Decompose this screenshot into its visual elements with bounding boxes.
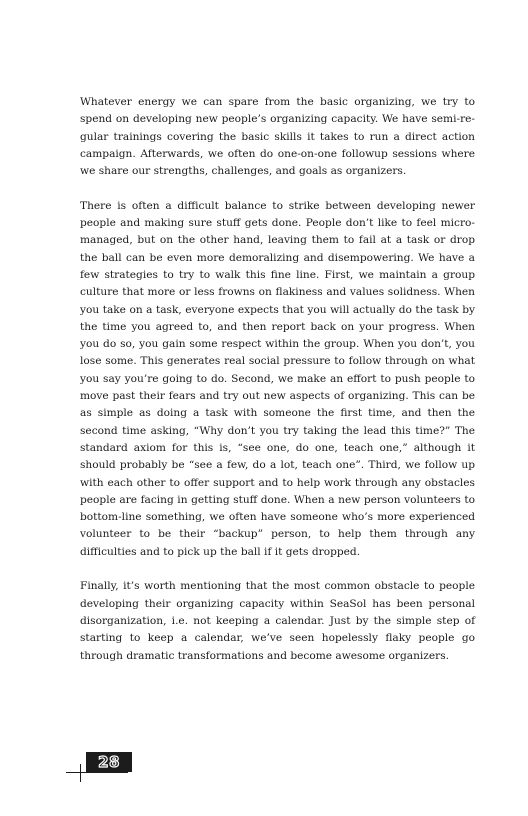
paragraph-balance-strategies: There is often a difficult balance to strike between developing newer people and making sure stuff gets done. People don’t like to feel micromanaged, but on the other hand, leaving them to fail at a task or drop the ball can be even more demoralizing and disempowering. We have a few strategies to try to walk this fine line. First, we maintain a group culture that more or less frowns on flakiness and values solidness. When you take on a task, everyone expects that you will actually do the task by the time you agreed to, and then report back on your progress. When you do so, you gain some respect within the group. When you don’t, you lose some. This generates real social pressure to follow through on what you say you’re going to do. Second, we make an effort to push people to move past their fears and try out new aspects of organizing. This can be as simple as doing a task with someone the first time, and then the second time asking, “Why don’t you try taking the lead this time?” The standard axiom for this is, “see one, do one, teach one,” although it should probably be “see a few, do a lot, teach one”. Third, we follow up with each other to offer support and to help work through any obstacles people are facing in getting stuff done. When a new person volunteers to bottom-line something, we often have someone who’s more experienced volunteer to be their “backup” person, to help them through any difficulties and to pick up the ball if it gets dropped. bbox=[80, 199, 475, 558]
page-number-box bbox=[86, 752, 132, 772]
paragraph-disorganization: Finally, it’s worth mentioning that the most common obstacle to people developing their organizing capacity within SeaSol has been personal disorganization, i.e. not keeping a calendar. Just by the simple step of starting to keep a calendar, we’ve seen hopelessly flaky people go through dramatic transformations and become awesome organizers. bbox=[80, 580, 475, 662]
paragraph-organizing-capacity: Whatever energy we can spare from the basic organizing, we try to spend on developing new people’s organizing capacity. We have semi-regular trainings covering the basic skills it takes to run a direct action campaign. Afterwards, we often do one-on-one followup sessions where we share our strengths, challenges, and goals as organizers. bbox=[80, 96, 475, 178]
crop-mark-horizontal bbox=[66, 772, 128, 773]
body-text bbox=[80, 94, 475, 682]
crop-mark-vertical bbox=[80, 764, 81, 782]
page-number: 28 bbox=[98, 752, 120, 771]
page-folio bbox=[66, 752, 136, 782]
